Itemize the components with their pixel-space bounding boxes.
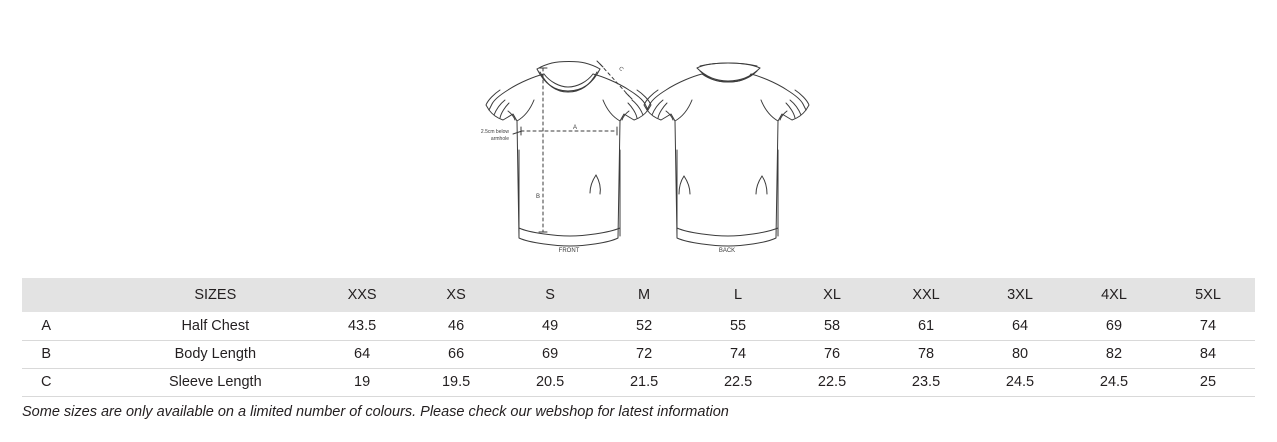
header-code	[22, 278, 68, 312]
header-size-s: S	[545, 287, 555, 303]
table-row	[22, 312, 1255, 340]
header-size-m: M	[638, 287, 651, 303]
size-table	[22, 278, 1255, 397]
cell-value: 24.5	[1099, 374, 1129, 390]
header-sizes-label: SIZES	[194, 287, 237, 303]
table-row	[22, 340, 1255, 368]
cell-value: 61	[917, 317, 935, 334]
header-size-xs: XS	[446, 287, 466, 303]
back-view	[644, 63, 809, 246]
cell-value: 84	[1199, 346, 1217, 362]
armhole-annotation-line1: 2.5cm below	[480, 129, 509, 135]
measure-b-line	[539, 68, 547, 232]
table-row	[22, 368, 1255, 396]
marker-c-label: C	[617, 65, 625, 73]
cell-value: 69	[542, 346, 559, 362]
cell-value: 74	[1199, 317, 1217, 334]
cell-value: 66	[448, 346, 465, 362]
cell-value: 82	[1105, 346, 1123, 362]
armhole-annotation-line2: armhole	[490, 136, 509, 142]
row-label: Half Chest	[181, 317, 250, 334]
cell-value: 72	[636, 346, 653, 362]
front-view	[486, 62, 651, 247]
row-label: Body Length	[174, 346, 257, 362]
cell-value: 23.5	[911, 374, 941, 390]
cell-value: 19.5	[441, 374, 471, 390]
cell-value: 52	[636, 317, 653, 334]
header-size-xl: XL	[823, 287, 841, 303]
cell-value: 78	[917, 346, 935, 362]
cell-value: 46	[448, 317, 465, 334]
header-size-xxs: XXS	[347, 287, 377, 303]
row-label: Sleeve Length	[168, 374, 262, 390]
marker-a-label: A	[572, 125, 578, 131]
cell-value: 64	[1011, 317, 1029, 334]
header-size-3xl: 3XL	[1007, 287, 1033, 303]
row-code: B	[41, 346, 52, 362]
row-code: A	[41, 317, 52, 334]
header-size-xxl: XXL	[912, 287, 940, 303]
cell-value: 19	[354, 374, 371, 390]
table-header-row	[22, 278, 1255, 312]
header-size-5xl: 5XL	[1195, 287, 1221, 303]
cell-value: 80	[1011, 346, 1029, 362]
header-size-4xl: 4XL	[1101, 287, 1127, 303]
cell-value: 24.5	[1005, 374, 1035, 390]
header-size-l: L	[734, 287, 743, 303]
cell-value: 74	[729, 346, 747, 362]
cell-value: 25	[1199, 374, 1217, 390]
cell-value: 22.5	[723, 374, 753, 390]
measure-a-line	[521, 127, 617, 135]
back-caption: BACK	[718, 248, 736, 254]
marker-b-label: B	[535, 194, 540, 200]
cell-value: 58	[823, 317, 841, 334]
cell-value: 22.5	[817, 374, 847, 390]
cell-value: 69	[1105, 317, 1123, 334]
footnote: Some sizes are only available on a limited number of colours. Please check our webshop for latest information	[22, 404, 729, 420]
cell-value: 76	[823, 346, 841, 362]
cell-value: 20.5	[535, 374, 565, 390]
cell-value: 64	[354, 346, 371, 362]
cell-value: 49	[542, 317, 559, 334]
front-caption: FRONT	[558, 248, 580, 254]
cell-value: 55	[729, 317, 747, 334]
cell-value: 21.5	[629, 374, 659, 390]
cell-value: 43.5	[347, 317, 377, 334]
measure-c-line	[597, 61, 632, 99]
row-code: C	[41, 374, 52, 390]
